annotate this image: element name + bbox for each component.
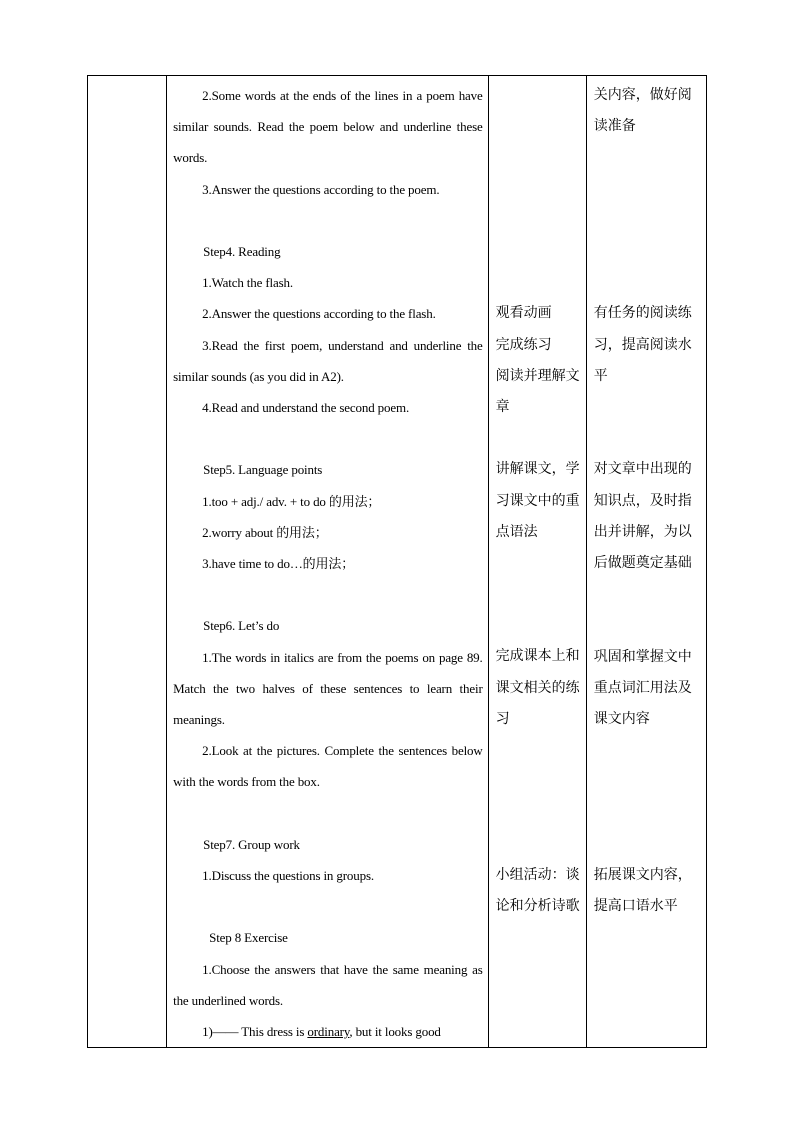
question-1-prefix: 1)—— This dress is: [202, 1024, 308, 1040]
activity-complete-exercise: 完成练习: [495, 336, 552, 353]
item-a3-answer-questions: 3.Answer the questions according to the poem.: [202, 181, 440, 197]
purpose-language-points: 对文章中出现的知识点，及时指出并讲解，为以后做题奠定基础: [593, 461, 692, 571]
activity-language-points: 讲解课文，学习课文中的重点语法: [495, 461, 580, 540]
purpose-lets-do: 巩固和掌握文中重点词汇用法及课文内容: [593, 648, 692, 727]
step4-title: Step4. Reading: [203, 244, 281, 259]
table-row: [88, 76, 707, 1048]
activity-lets-do: 完成课本上和课文相关的练习: [495, 648, 580, 727]
step6-title: Step6. Let’s do: [203, 618, 280, 634]
step5-item: 1.too + adj./ adv. + to do 的用法；: [202, 493, 381, 509]
step5-title: Step5. Language points: [203, 462, 323, 478]
design-purpose-cell: [586, 76, 706, 1048]
step4-item: 4.Read and understand the second poem.: [202, 400, 410, 416]
activity-watch-flash: 观看动画: [495, 305, 552, 322]
activity-read-understand: 阅读并理解文章: [495, 367, 580, 415]
step7-item: 1.Discuss the questions in groups.: [202, 868, 374, 884]
step8-question-1: [173, 1016, 483, 1047]
step4-item: 3.Read the first poem, understand and underline the similar sounds (as you did in A2).: [173, 337, 483, 384]
activity-group-work: 小组活动：谈论和分析诗歌: [495, 866, 580, 915]
item-a2-similar-sounds: 2.Some words at the ends of the lines in a poem have similar sounds. Read the poem below and underline these words.: [173, 88, 483, 166]
step7-title: Step7. Group work: [203, 836, 300, 852]
teaching-steps-cell: [167, 76, 489, 1048]
student-activity-cell: [488, 76, 586, 1048]
question-1-suffix: , but it looks good: [349, 1024, 441, 1040]
purpose-group-work: 拓展课文内容，提高口语水平: [593, 866, 692, 915]
step8-item: 1.Choose the answers that have the same meaning as the underlined words.: [173, 961, 483, 1008]
lesson-plan-table: [87, 75, 707, 1048]
step8-title: Step 8 Exercise: [209, 930, 288, 946]
step5-item: 3.have time to do…的用法；: [202, 556, 355, 572]
step6-item: 1.The words in italics are from the poems on page 89. Match the two halves of these sentences to learn their meanings.: [173, 649, 483, 728]
underlined-word: ordinary: [307, 1024, 350, 1040]
purpose-reading: 有任务的阅读练习，提高阅读水平: [593, 305, 692, 384]
step4-item: 2.Answer the questions according to the flash.: [202, 306, 436, 322]
step6-item: 2.Look at the pictures. Complete the sentences below with the words from the box.: [173, 743, 483, 790]
empty-label-cell: [88, 76, 167, 1048]
step4-item: 1.Watch the flash.: [202, 275, 293, 291]
purpose-prepare-reading: 关内容，做好阅读准备: [593, 87, 692, 135]
step5-item: 2.worry about 的用法；: [202, 524, 328, 540]
